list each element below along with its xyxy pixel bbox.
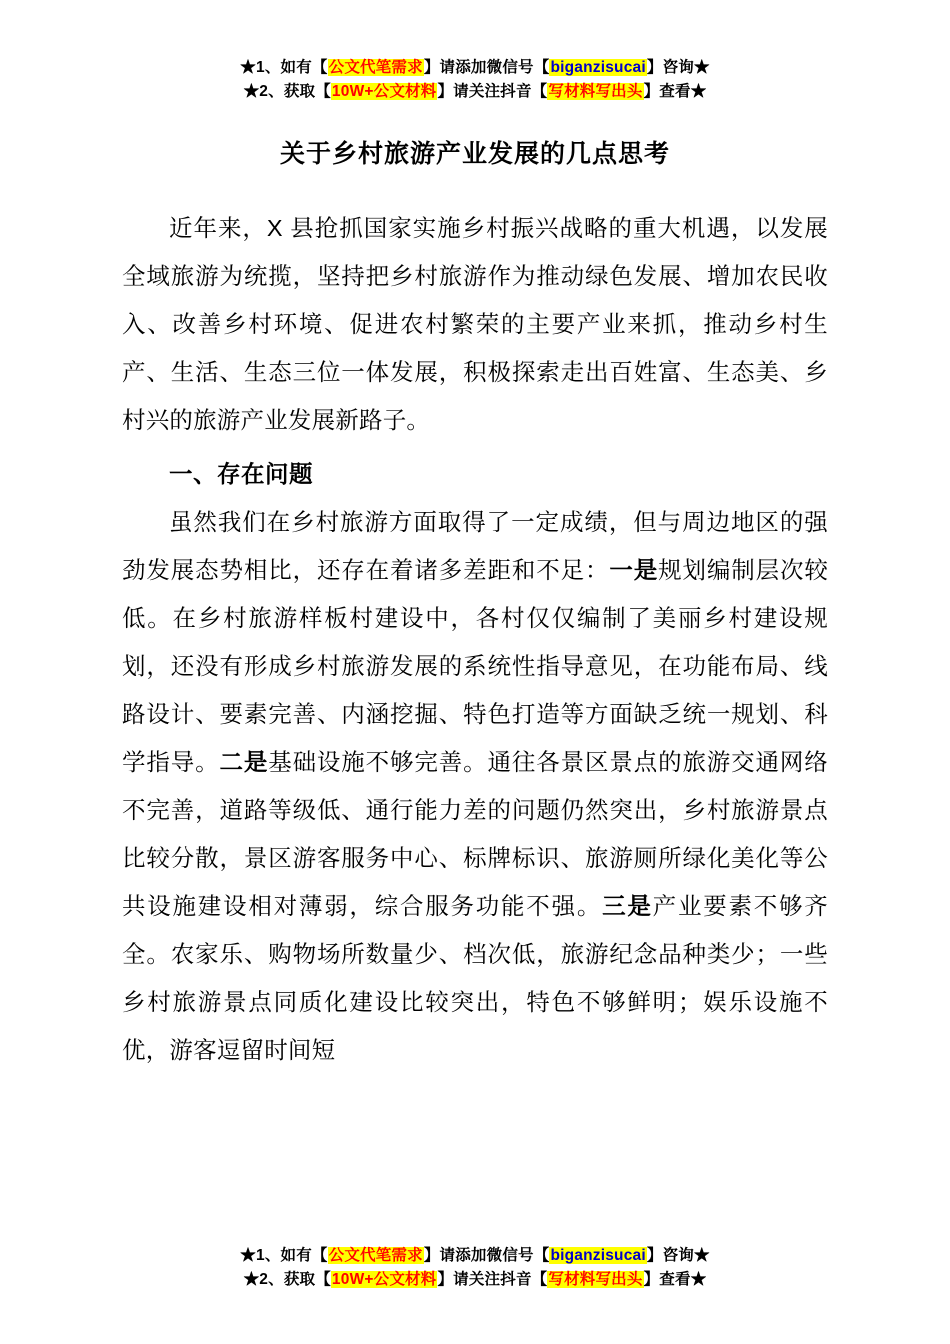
promo-line-1-highlight-1: 公文代笔需求: [328, 1246, 423, 1264]
star-icon-right: ★: [690, 1270, 707, 1288]
bracket-close: 】: [437, 1270, 454, 1288]
bracket-open: 【: [311, 1246, 328, 1264]
bracket-open-2: 【: [533, 59, 550, 76]
bracket-open-2: 【: [531, 1270, 548, 1288]
bracket-close: 】: [423, 59, 440, 76]
promo-line-1-highlight-2: biganzisucai: [550, 1246, 646, 1264]
promo-line-2-highlight-1: 10W+公文材料: [331, 83, 437, 101]
promo-line-2-highlight-2: 写材料写出头: [548, 1270, 643, 1288]
promo-line-1-highlight-2: biganzisucai: [550, 59, 646, 76]
paragraph-problems-part-4: 产业要素不够齐全。农家乐、购物场所数量少、档次低，旅游纪念品种类少；一些乡村旅游景点同质化建设比较突出，特色不够鲜明；娱乐设施不优，游客逗留时间短: [122, 893, 828, 1064]
paragraph-problems: [122, 498, 828, 1074]
promo-line-2-prefix: 2、获取: [259, 1270, 316, 1288]
promo-banner-top: [122, 56, 828, 104]
promo-line-2-middle: 请关注抖音: [453, 1270, 532, 1288]
paragraph-problems-part-3: 基础设施不够完善。通往各景区景点的旅游交通网络不完善，道路等级低、通行能力差的问题仍然突出，乡村旅游景点比较分散，景区游客服务中心、标牌标识、旅游厕所绿化美化等公共设施建设相对薄弱，综合服务功能不强。: [122, 749, 828, 920]
promo-line-1-prefix: 1、如有: [256, 59, 312, 76]
promo-line-1-suffix: 咨询: [662, 1246, 694, 1264]
promo-line-2-highlight-2: 写材料写出头: [548, 83, 643, 101]
promo-banner-bottom: [122, 1244, 828, 1292]
section-heading-problems: 一、存在问题: [169, 461, 313, 488]
bracket-close: 】: [423, 1246, 440, 1264]
promo-line-1-highlight-1: 公文代笔需求: [328, 59, 423, 76]
bracket-open: 【: [315, 83, 331, 101]
bracket-close: 】: [437, 83, 454, 101]
bracket-close-2: 】: [643, 83, 660, 101]
paragraph-problems-part-1: 虽然我们在乡村旅游方面取得了一定成绩，但与周边地区的强劲发展态势相比，还存在着诸多差距和不足：: [122, 509, 828, 584]
star-icon-right: ★: [690, 83, 707, 101]
star-icon: ★: [243, 83, 260, 101]
star-icon-right: ★: [693, 59, 710, 76]
enumerator-first: 一是: [609, 557, 659, 584]
promo-line-2-prefix: 2、获取: [259, 83, 316, 101]
star-icon-right: ★: [693, 1246, 710, 1264]
promo-line-2-suffix: 查看: [659, 1270, 691, 1288]
promo-line-2-suffix: 查看: [659, 83, 691, 101]
promo-line-1: [122, 56, 828, 80]
bracket-open-2: 【: [533, 1246, 550, 1264]
bracket-close-2: 】: [646, 59, 663, 76]
promo-line-1-prefix: 1、如有: [256, 1246, 312, 1264]
bracket-open: 【: [315, 1270, 331, 1288]
star-icon: ★: [240, 1246, 256, 1264]
promo-line-2-highlight-1: 10W+公文材料: [331, 1270, 437, 1288]
promo-line-2: [122, 80, 828, 104]
star-icon: ★: [240, 59, 256, 76]
enumerator-second: 二是: [219, 749, 269, 776]
bracket-open-2: 【: [531, 83, 548, 101]
bracket-open: 【: [311, 59, 328, 76]
star-icon: ★: [243, 1270, 260, 1288]
promo-line-1-middle: 请添加微信号: [439, 1246, 534, 1264]
document-title: 关于乡村旅游产业发展的几点思考: [279, 140, 670, 169]
promo-line-1-suffix: 咨询: [662, 59, 694, 76]
enumerator-third: 三是: [602, 893, 653, 920]
promo-line-2-bottom: [122, 1268, 828, 1292]
promo-line-1-middle: 请添加微信号: [439, 59, 534, 76]
bracket-close-2: 】: [646, 1246, 663, 1264]
paragraph-intro: 近年来，X 县抢抓国家实施乡村振兴战略的重大机遇，以发展全域旅游为统揽，坚持把乡村旅游作为推动绿色发展、增加农民收入、改善乡村环境、促进农村繁荣的主要产业来抓，推动乡村生产、生活、生态三位一体发展，积极探索走出百姓富、生态美、乡村兴的旅游产业发展新路子。: [122, 215, 828, 434]
paragraph-problems-part-2: 规划编制层次较低。在乡村旅游样板村建设中，各村仅仅编制了美丽乡村建设规划，还没有形成乡村旅游发展的系统性指导意见，在功能布局、线路设计、要素完善、内涵挖掘、特色打造等方面缺乏统一规划、科学指导。: [122, 557, 829, 776]
bracket-close-2: 】: [643, 1270, 660, 1288]
promo-line-2-middle: 请关注抖音: [453, 83, 532, 101]
promo-line-1-bottom: [122, 1244, 828, 1268]
